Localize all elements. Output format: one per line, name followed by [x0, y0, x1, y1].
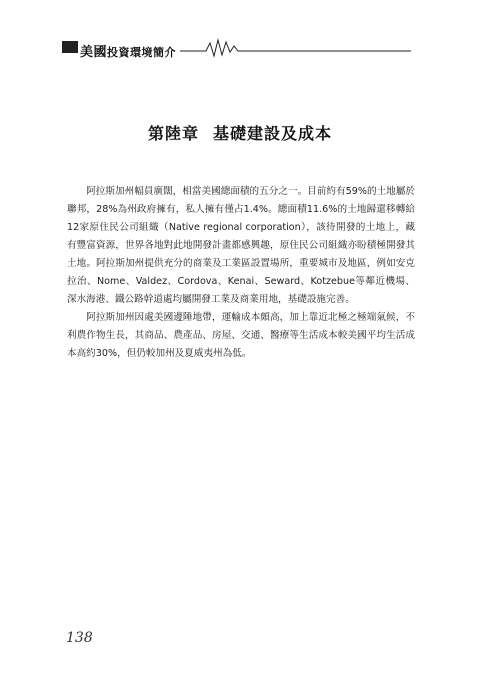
header-title-rest: 投資環境簡介 [107, 46, 177, 59]
paragraph: 阿拉斯加州因處美國邊陲地帶，運輸成本頗高，加上靠近北極之極端氣候，不利農作物生長，其商品、農產品、房屋、交通、醫療等生活成本較美國平均生活成本高約30%，但仍較加州及夏威夷州為低。 [67, 312, 415, 359]
chapter-number: 第陸章 [147, 124, 199, 143]
paragraph: 阿拉斯加州幅員廣闊，相當美國總面積的五分之一。目前約有59%的土地屬於聯邦，28%為州政府擁有，私人擁有僅占1.4%。總面積11.6%的土地歸還移轉給12家原住民公司組織（Native regional corporation），該待開發的土地上，藏有豐富資源，世界各地對此地開發計畫都感興趣，原住民公司組織亦盼積極開發其土地。阿拉斯加州提供充分的商業及工業區設置場所，重要城市及地區，例如安克拉治、Nome、Valdez、Cordova、Kenai、Seward、Kotzebue等鄰近機場、深水海港、鐵公路幹道處均屬開發工業及商業用地，基礎設施完善。 [67, 186, 415, 305]
chapter-title [0, 121, 480, 144]
body-text [67, 183, 415, 363]
chapter-name: 基礎建設及成本 [213, 124, 333, 143]
header-title-prefix: 美國 [80, 45, 108, 60]
header-title [80, 41, 176, 60]
page-number: 138 [66, 630, 93, 646]
running-header [62, 38, 422, 58]
